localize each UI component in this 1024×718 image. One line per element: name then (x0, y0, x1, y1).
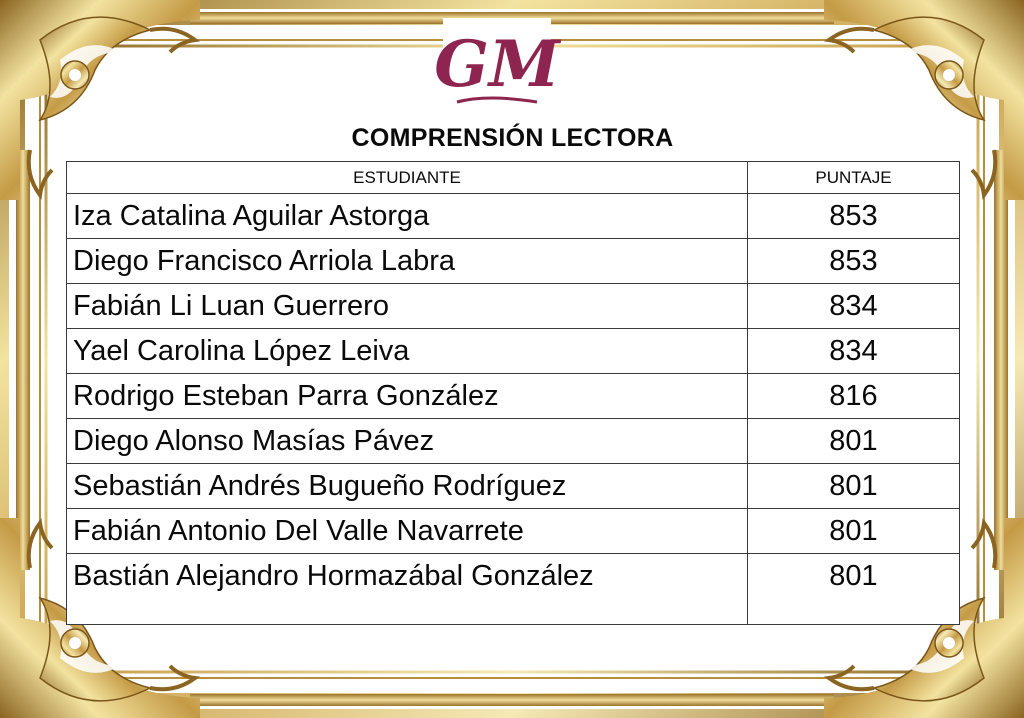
student-name: Sebastián Andrés Bugueño Rodríguez (67, 464, 748, 509)
student-score: 853 (748, 239, 960, 284)
student-name: Diego Francisco Arriola Labra (67, 239, 748, 284)
table-row (67, 554, 960, 625)
table-row (67, 419, 960, 464)
student-name: Fabián Antonio Del Valle Navarrete (67, 509, 748, 554)
table-row (67, 464, 960, 509)
table-row (67, 329, 960, 374)
header-student: ESTUDIANTE (67, 162, 748, 194)
table-row (67, 374, 960, 419)
student-name: Diego Alonso Masías Pávez (67, 419, 748, 464)
logo-monogram: GM (434, 27, 560, 102)
student-score: 801 (748, 464, 960, 509)
table-row (67, 284, 960, 329)
student-score: 816 (748, 374, 960, 419)
header-score: PUNTAJE (748, 162, 960, 194)
student-score: 834 (748, 284, 960, 329)
school-logo (434, 18, 560, 112)
table-row (67, 509, 960, 554)
table-row (67, 239, 960, 284)
student-name: Rodrigo Esteban Parra González (67, 374, 748, 419)
table-header-row (67, 162, 960, 194)
page-title: COMPRENSIÓN LECTORA (351, 124, 674, 152)
student-name: Yael Carolina López Leiva (67, 329, 748, 374)
student-score: 801 (748, 419, 960, 464)
results-table (66, 161, 960, 625)
student-score: 801 (748, 509, 960, 554)
student-score: 801 (748, 554, 960, 625)
student-name: Iza Catalina Aguilar Astorga (67, 194, 748, 239)
table-row (67, 194, 960, 239)
student-score: 834 (748, 329, 960, 374)
student-score: 853 (748, 194, 960, 239)
student-name: Bastián Alejandro Hormazábal González (67, 554, 748, 625)
student-name: Fabián Li Luan Guerrero (67, 284, 748, 329)
